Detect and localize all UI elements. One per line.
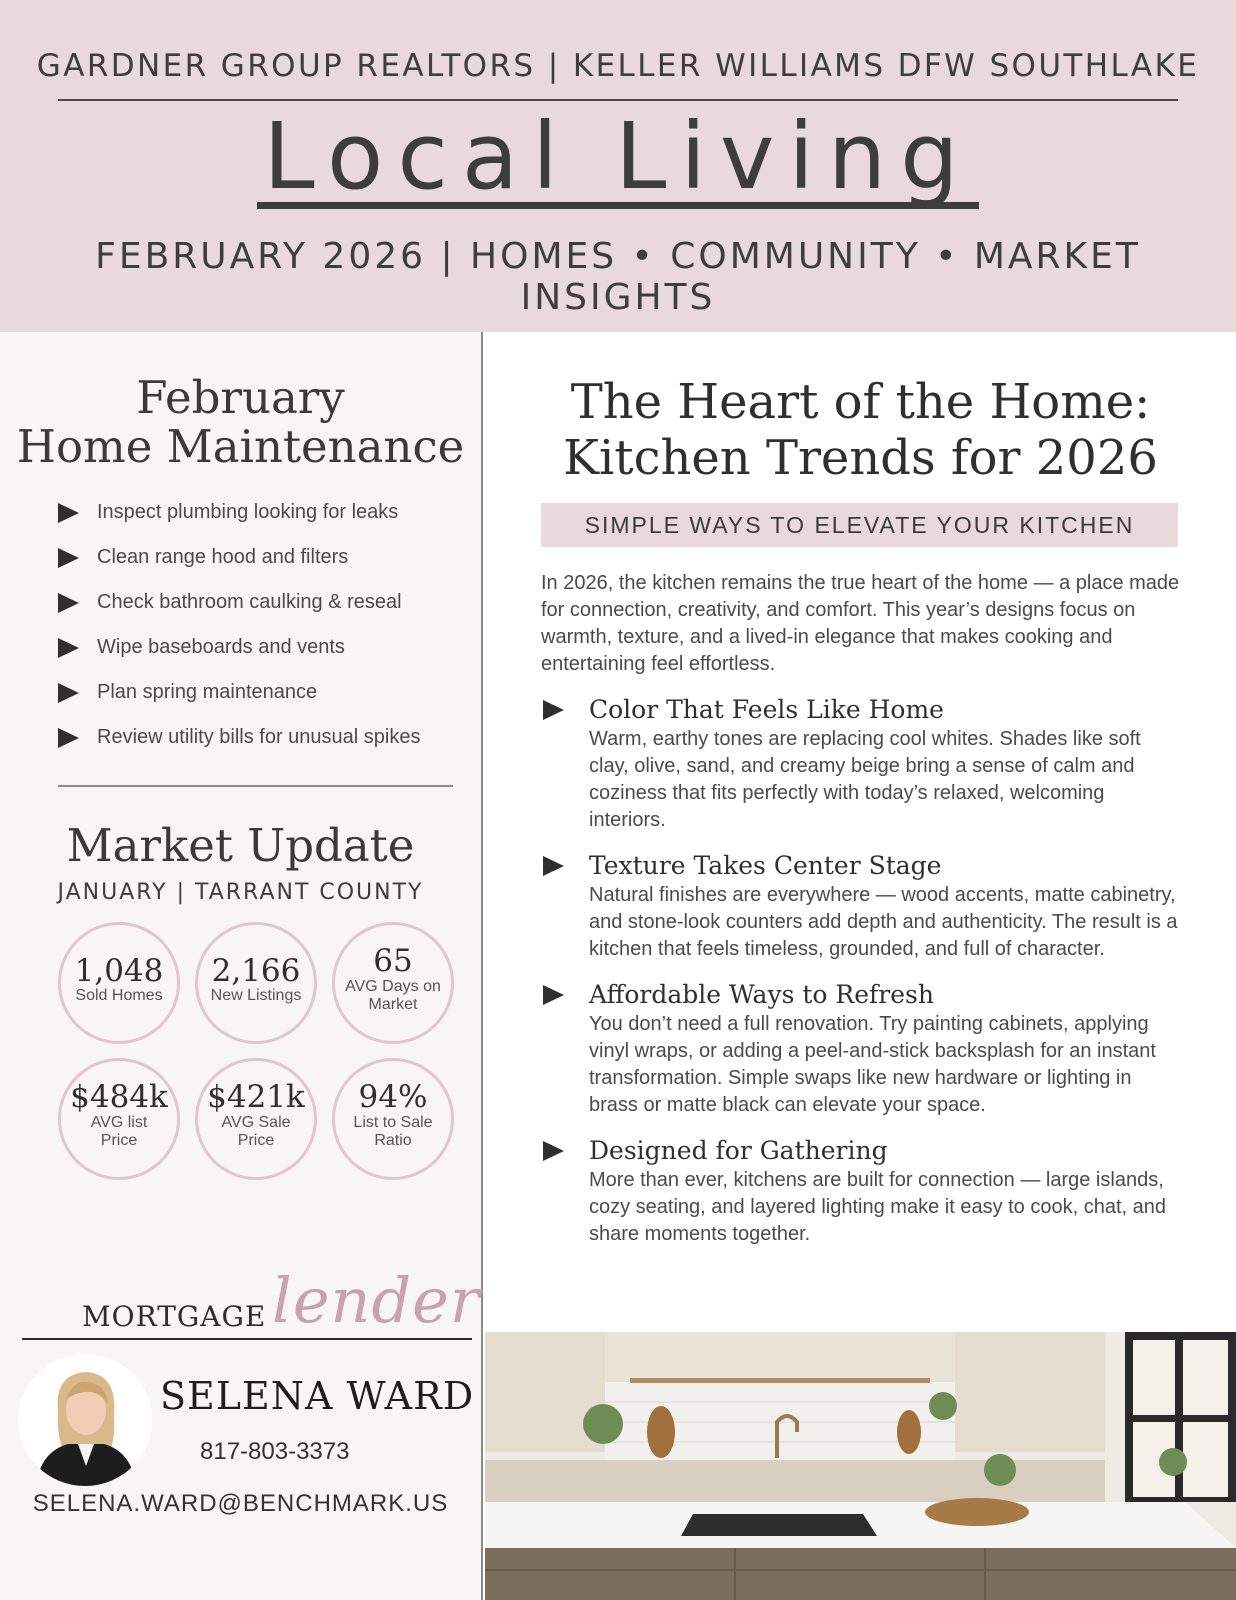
trend-list: [541, 694, 1181, 1264]
stat-label: Sold Homes: [75, 987, 163, 1005]
maintenance-item-text: Clean range hood and filters: [97, 546, 349, 568]
maintenance-item: [58, 670, 468, 715]
market-update-title: Market Update: [66, 819, 415, 872]
lender-script-heading: lender: [272, 1264, 481, 1337]
trend-item: [541, 1135, 1181, 1248]
section-divider: [58, 785, 453, 787]
maintenance-item: [58, 625, 468, 670]
maintenance-item: [58, 535, 468, 580]
stat-value: 65: [373, 943, 413, 980]
kitchen-photo: [485, 1332, 1236, 1600]
maintenance-item-text: Plan spring maintenance: [97, 681, 318, 703]
maintenance-list: [58, 490, 468, 760]
maintenance-title: [0, 371, 481, 473]
maintenance-title-line2: Home Maintenance: [16, 419, 465, 473]
lender-name: SELENA WARD: [160, 1374, 475, 1418]
masthead-title: [0, 103, 1236, 210]
maintenance-item: [58, 580, 468, 625]
maintenance-item-text: Inspect plumbing looking for leaks: [97, 501, 399, 523]
arrow-bullet-icon: [58, 638, 79, 658]
stat-label: AVG Days on Market: [345, 977, 441, 1014]
trend-body: Natural finishes are everywhere — wood accents, matte cabinetry, and stone-look counters add depth and authenticity. The result is a kitchen that feels timeless, grounded, and full of character.: [589, 884, 1178, 960]
maintenance-item: [58, 715, 468, 760]
arrow-bullet-icon: [58, 548, 79, 568]
stat-sold-homes: [58, 922, 180, 1044]
stat-value: 1,048: [74, 952, 164, 989]
trend-body: Warm, earthy tones are replacing cool whites. Shades like soft clay, olive, sand, and creamy beige bring a sense of calm and coziness that fits perfectly with today’s relaxed, welcoming interiors.: [589, 728, 1141, 831]
arrow-bullet-icon: [58, 728, 79, 748]
maintenance-item-text: Wipe baseboards and vents: [97, 636, 345, 658]
stat-label: AVG list Price: [90, 1113, 148, 1150]
trend-item: [541, 979, 1181, 1119]
arrow-bullet-icon: [543, 856, 564, 876]
arrow-bullet-icon: [58, 683, 79, 703]
stat-value: $484k: [70, 1079, 168, 1116]
trend-heading: Designed for Gathering: [589, 1136, 888, 1165]
article-title-line2: Kitchen Trends for 2026: [563, 430, 1158, 487]
stat-avg-sale-price: [195, 1058, 317, 1180]
masthead-text: Local Living: [257, 112, 978, 209]
kitchen-illustration: [485, 1332, 1236, 1600]
maintenance-item-text: Check bathroom caulking & reseal: [97, 591, 402, 613]
lender-avatar: [18, 1354, 152, 1486]
arrow-bullet-icon: [58, 593, 79, 613]
arrow-bullet-icon: [58, 503, 79, 523]
trend-heading: Affordable Ways to Refresh: [589, 980, 934, 1009]
stat-value: 94%: [358, 1079, 428, 1116]
mortgage-heading: MORTGAGE: [82, 1300, 267, 1333]
trend-heading: Color That Feels Like Home: [589, 695, 944, 724]
issue-tagline: FEBRUARY 2026 | HOMES • COMMUNITY • MARKET INSIGHTS: [95, 236, 1141, 318]
article-intro: In 2026, the kitchen remains the true heart of the home — a place made for connection, creativity, and comfort. This year’s designs focus on warmth, texture, and a lived-in elegance that makes cooking and entertaining feel effortless.: [541, 572, 1180, 675]
trend-item: [541, 850, 1181, 963]
trend-item: [541, 694, 1181, 834]
article-title-line1: The Heart of the Home:: [570, 374, 1151, 430]
article-subtitle-banner: SIMPLE WAYS TO ELEVATE YOUR KITCHEN: [541, 503, 1178, 547]
maintenance-item: [58, 490, 468, 535]
stat-avg-days-on-market: [332, 922, 454, 1044]
lender-divider: [22, 1338, 472, 1340]
trend-heading: Texture Takes Center Stage: [589, 851, 942, 880]
arrow-bullet-icon: [543, 700, 564, 720]
lender-phone[interactable]: 817-803-3373: [200, 1438, 350, 1465]
header-divider: [58, 99, 1178, 101]
maintenance-title-line1: February: [136, 371, 345, 424]
arrow-bullet-icon: [543, 1141, 564, 1161]
trend-body: More than ever, kitchens are built for connection — large islands, cozy seating, and layered lighting make it easy to cook, chat, and share moments together.: [589, 1169, 1167, 1245]
newsletter-header: [0, 0, 1236, 332]
lender-email[interactable]: SELENA.WARD@BENCHMARK.US: [32, 1490, 449, 1517]
market-stats-grid: [58, 922, 456, 1180]
stat-value: $421k: [207, 1079, 305, 1116]
stat-avg-list-price: [58, 1058, 180, 1180]
stat-label: AVG Sale Price: [221, 1113, 291, 1150]
stat-label: List to Sale Ratio: [353, 1113, 433, 1150]
left-sidebar: [0, 332, 483, 1600]
market-update-subtitle: JANUARY | TARRANT COUNTY: [57, 880, 424, 905]
stat-label: New Listings: [210, 987, 302, 1005]
brokerage-line: GARDNER GROUP REALTORS | KELLER WILLIAMS DFW SOUTHLAKE: [36, 48, 1200, 84]
arrow-bullet-icon: [543, 985, 564, 1005]
trend-body: You don’t need a full renovation. Try painting cabinets, applying vinyl wraps, or adding a peel-and-stick backsplash for an instant transformation. Simple swaps like new hardware or lighting in brass or matte black can elevate your space.: [589, 1013, 1156, 1116]
stat-list-to-sale-ratio: [332, 1058, 454, 1180]
stat-new-listings: [195, 922, 317, 1044]
article-title: [485, 374, 1236, 486]
lender-portrait-image: [18, 1354, 152, 1486]
maintenance-item-text: Review utility bills for unusual spikes: [97, 726, 421, 748]
stat-value: 2,166: [211, 952, 301, 989]
